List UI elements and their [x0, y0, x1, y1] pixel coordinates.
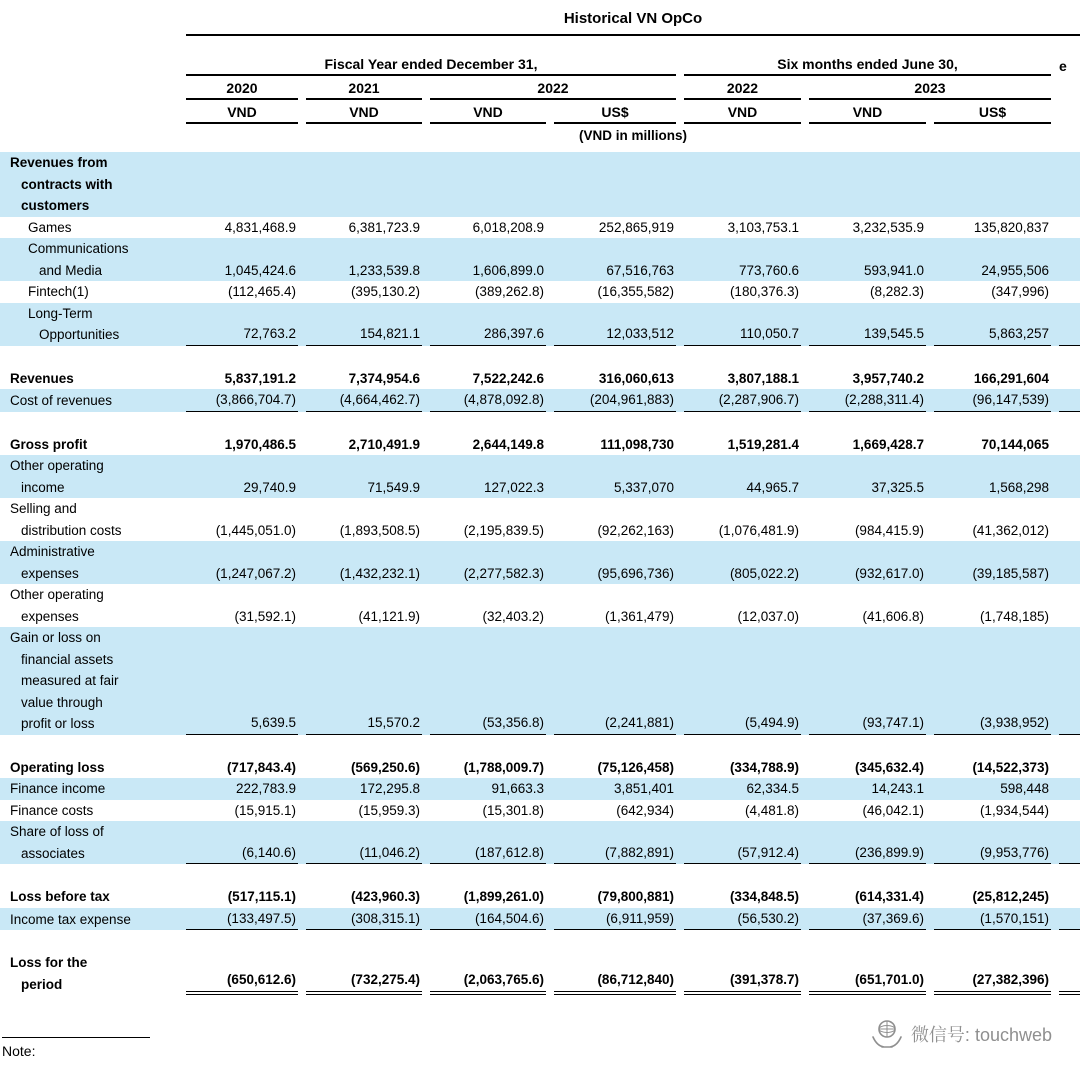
spacer-row: [0, 412, 1080, 434]
value-cell: 4,831,468.9: [224, 219, 296, 235]
value-cell: (334,788.9): [729, 759, 799, 775]
spacer-row: [0, 930, 1080, 952]
truncated-column-cell: [1059, 434, 1080, 456]
value-cell: (1,445,051.0): [215, 522, 296, 538]
table-row: [0, 152, 1080, 217]
row-label: Loss for the period: [10, 955, 88, 992]
year-header-2021: 2021: [306, 80, 422, 100]
row-label: Administrative expenses: [10, 544, 95, 581]
value-cell: (391,378.7): [684, 969, 801, 996]
value-cell: 222,783.9: [235, 781, 296, 796]
value-cell: 252,865,919: [598, 219, 674, 235]
value-cell: (46,042.1): [862, 802, 924, 818]
value-cell: 3,103,753.1: [727, 219, 799, 235]
truncated-column-cell: [1059, 368, 1080, 390]
value-cell: (164,504.6): [430, 908, 546, 931]
note-divider: [2, 1037, 150, 1038]
truncated-column-cell: [1059, 757, 1080, 779]
value-cell: 24,955,506: [981, 262, 1049, 278]
table-row: [0, 434, 1080, 456]
financial-table: [0, 10, 1080, 1059]
value-cell: 5,337,070: [613, 479, 674, 495]
year-headers-row: [0, 80, 1080, 100]
truncated-column-cell: [1059, 217, 1080, 239]
table-row: [0, 455, 1080, 498]
currency-headers-row: [0, 104, 1080, 124]
value-cell: 91,663.3: [491, 781, 544, 796]
truncated-column-cell: [1059, 238, 1080, 281]
value-cell: (112,465.4): [227, 284, 296, 299]
row-label: Operating loss: [10, 759, 105, 775]
value-cell: 62,334.5: [746, 781, 799, 796]
table-body: [0, 152, 1080, 995]
value-cell: 3,851,401: [613, 781, 674, 796]
year-header-2022-six-months: 2022: [684, 80, 801, 100]
value-cell: (1,748,185): [979, 608, 1049, 624]
currency-header: VND: [809, 104, 926, 124]
value-cell: 172,295.8: [359, 781, 420, 796]
table-row: [0, 886, 1080, 908]
table-row: [0, 627, 1080, 735]
row-label: Long-Term Opportunities: [28, 305, 120, 342]
table-row: [0, 952, 1080, 995]
value-cell: (25,812,245): [972, 889, 1049, 904]
value-cell: (1,570,151): [934, 908, 1051, 931]
value-cell: (2,241,881): [554, 712, 676, 735]
value-cell: (1,361,479): [604, 608, 674, 624]
value-cell: 7,522,242.6: [472, 370, 544, 386]
truncated-column-cell: [1059, 152, 1080, 217]
table-row: [0, 584, 1080, 627]
value-cell: (41,606.8): [862, 608, 924, 624]
table-row: [0, 368, 1080, 390]
value-cell: 593,941.0: [863, 262, 924, 278]
value-cell: (93,747.1): [809, 712, 926, 735]
table-row: [0, 303, 1080, 346]
value-cell: (15,915.1): [234, 802, 296, 818]
value-cell: (41,121.9): [358, 608, 420, 624]
value-cell: (1,432,232.1): [339, 565, 420, 581]
truncated-column-cell: [1059, 800, 1080, 822]
value-cell: 166,291,604: [973, 370, 1049, 386]
value-cell: (5,494.9): [684, 712, 801, 735]
value-cell: (27,382,396): [934, 969, 1051, 996]
value-cell: (32,403.2): [482, 608, 544, 624]
value-cell: 2,644,149.8: [472, 436, 544, 452]
value-cell: (6,140.6): [186, 842, 298, 865]
value-cell: 14,243.1: [871, 781, 924, 796]
value-cell: 110,050.7: [684, 323, 801, 346]
value-cell: (79,800,881): [597, 889, 674, 904]
value-cell: (37,369.6): [809, 908, 926, 931]
row-label: Cost of revenues: [10, 393, 113, 408]
value-cell: (41,362,012): [972, 522, 1049, 538]
value-cell: (16,355,582): [597, 284, 674, 299]
value-cell: (6,911,959): [554, 908, 676, 931]
truncated-column-cell: [1059, 584, 1080, 627]
value-cell: (14,522,373): [972, 759, 1049, 775]
value-cell: 6,381,723.9: [348, 219, 420, 235]
value-cell: 3,232,535.9: [852, 219, 924, 235]
row-label: Fintech(1): [28, 284, 89, 299]
value-cell: (517,115.1): [227, 889, 296, 904]
value-cell: 111,098,730: [600, 436, 674, 452]
row-label: Other operating income: [10, 458, 104, 495]
value-cell: (389,262.8): [474, 284, 544, 299]
currency-header: VND: [186, 104, 298, 124]
value-cell: (15,959.3): [358, 802, 420, 818]
truncated-column-cell: [1059, 908, 1080, 931]
value-cell: (133,497.5): [186, 908, 298, 931]
value-cell: (650,612.6): [186, 969, 298, 996]
currency-header: VND: [684, 104, 801, 124]
value-cell: 5,863,257: [934, 323, 1051, 346]
financial-statement-page: [0, 10, 1080, 1074]
truncated-column-cell: [1059, 886, 1080, 908]
value-cell: (569,250.6): [350, 759, 420, 775]
value-cell: 1,519,281.4: [727, 436, 799, 452]
value-cell: (1,247,067.2): [215, 565, 296, 581]
row-label: Finance income: [10, 781, 106, 796]
table-row: [0, 908, 1080, 931]
value-cell: (86,712,840): [554, 969, 676, 996]
value-cell: 5,837,191.2: [224, 370, 296, 386]
value-cell: 12,033,512: [554, 323, 676, 346]
value-cell: (236,899.9): [809, 842, 926, 865]
value-cell: (1,076,481.9): [718, 522, 799, 538]
value-cell: (651,701.0): [809, 969, 926, 996]
value-cell: (308,315.1): [306, 908, 422, 931]
table-row: [0, 238, 1080, 281]
fiscal-year-group-header: Fiscal Year ended December 31,: [186, 56, 676, 76]
truncated-group-header: e: [1059, 58, 1067, 74]
value-cell: (2,277,582.3): [463, 565, 544, 581]
value-cell: (180,376.3): [729, 284, 799, 299]
row-label: Other operating expenses: [10, 587, 104, 624]
row-label: Share of loss of associates: [10, 824, 104, 861]
row-label: Communications and Media: [28, 241, 129, 278]
table-title: Historical VN OpCo: [186, 10, 1080, 36]
value-cell: (56,530.2): [684, 908, 801, 931]
hands-globe-icon: [870, 1018, 904, 1050]
row-label: Income tax expense: [10, 911, 131, 927]
value-cell: (15,301.8): [482, 802, 544, 818]
value-cell: (2,195,839.5): [463, 522, 544, 538]
value-cell: (932,617.0): [854, 565, 924, 581]
units-note-row: [0, 126, 1080, 146]
table-row: [0, 498, 1080, 541]
value-cell: (39,185,587): [972, 565, 1049, 581]
value-cell: (95,696,736): [597, 565, 674, 581]
spacer-row: [0, 735, 1080, 757]
value-cell: (187,612.8): [430, 842, 546, 865]
table-row: [0, 757, 1080, 779]
column-groups-row: [0, 56, 1080, 76]
title-row: [0, 10, 1080, 36]
truncated-column-cell: [1059, 778, 1080, 800]
value-cell: 7,374,954.6: [348, 370, 420, 386]
table-row: [0, 800, 1080, 822]
spacer-row: [0, 346, 1080, 368]
value-cell: 1,606,899.0: [472, 262, 544, 278]
value-cell: (3,866,704.7): [186, 389, 298, 412]
value-cell: 1,233,539.8: [348, 262, 420, 278]
value-cell: 154,821.1: [306, 323, 422, 346]
truncated-column-cell: [1059, 821, 1080, 864]
value-cell: (423,960.3): [350, 889, 420, 904]
value-cell: 127,022.3: [483, 479, 544, 495]
value-cell: 1,568,298: [988, 479, 1049, 495]
row-label: Revenues: [10, 370, 74, 386]
value-cell: (642,934): [616, 802, 674, 818]
watermark-text: 微信号: touchweb: [910, 1025, 1052, 1045]
value-cell: 286,397.6: [430, 323, 546, 346]
currency-header: VND: [306, 104, 422, 124]
table-row: [0, 389, 1080, 412]
value-cell: 773,760.6: [738, 262, 799, 278]
value-cell: (7,882,891): [554, 842, 676, 865]
value-cell: (984,415.9): [854, 522, 924, 538]
value-cell: (395,130.2): [350, 284, 420, 299]
table-row: [0, 778, 1080, 800]
table-row: [0, 217, 1080, 239]
value-cell: 15,570.2: [306, 712, 422, 735]
row-label: Gain or loss on financial assets measured at fair value through profit or loss: [10, 630, 119, 731]
truncated-column-cell: [1059, 541, 1080, 584]
value-cell: (4,481.8): [744, 802, 799, 818]
row-label: Loss before tax: [10, 889, 110, 904]
truncated-column-cell: [1059, 455, 1080, 498]
value-cell: 71,549.9: [367, 479, 420, 495]
value-cell: 2,710,491.9: [348, 436, 420, 452]
value-cell: 316,060,613: [598, 370, 674, 386]
value-cell: (805,022.2): [729, 565, 799, 581]
value-cell: (732,275.4): [306, 969, 422, 996]
value-cell: 72,763.2: [186, 323, 298, 346]
value-cell: 67,516,763: [606, 262, 674, 278]
value-cell: (347,996): [991, 284, 1049, 299]
six-months-group-header: Six months ended June 30,: [684, 56, 1051, 76]
units-note: (VND in millions): [579, 128, 687, 143]
truncated-column-cell: [1059, 952, 1080, 995]
watermark: [870, 1018, 1052, 1050]
truncated-column-cell: [1059, 389, 1080, 412]
spacer-row: [0, 864, 1080, 886]
truncated-column-cell: [1059, 281, 1080, 303]
value-cell: 598,448: [1000, 781, 1049, 796]
currency-header: US$: [934, 104, 1051, 124]
value-cell: (2,288,311.4): [809, 389, 926, 412]
value-cell: (717,843.4): [226, 759, 296, 775]
year-header-2020: 2020: [186, 80, 298, 100]
value-cell: (2,287,906.7): [684, 389, 801, 412]
currency-header: US$: [554, 104, 676, 124]
value-cell: (3,938,952): [934, 712, 1051, 735]
value-cell: 1,970,486.5: [224, 436, 296, 452]
value-cell: (1,788,009.7): [463, 759, 544, 775]
value-cell: 1,669,428.7: [852, 436, 924, 452]
value-cell: (4,664,462.7): [306, 389, 422, 412]
row-label: Revenues from contracts with customers: [10, 155, 113, 213]
value-cell: (53,356.8): [430, 712, 546, 735]
value-cell: (9,953,776): [934, 842, 1051, 865]
value-cell: 37,325.5: [871, 479, 924, 495]
truncated-column-cell: [1059, 303, 1080, 346]
year-header-2023: 2023: [809, 80, 1051, 100]
value-cell: 29,740.9: [243, 479, 296, 495]
value-cell: 44,965.7: [746, 479, 799, 495]
value-cell: (345,632.4): [854, 759, 924, 775]
value-cell: (4,878,092.8): [430, 389, 546, 412]
value-cell: (31,592.1): [234, 608, 296, 624]
value-cell: (12,037.0): [737, 608, 799, 624]
row-label: Games: [28, 219, 72, 235]
value-cell: (96,147,539): [934, 389, 1051, 412]
value-cell: (92,262,163): [597, 522, 674, 538]
value-cell: 6,018,208.9: [472, 219, 544, 235]
value-cell: (57,912.4): [684, 842, 801, 865]
value-cell: (1,899,261.0): [463, 889, 544, 904]
table-row: [0, 821, 1080, 864]
value-cell: 70,144,065: [981, 436, 1049, 452]
value-cell: 139,545.5: [809, 323, 926, 346]
value-cell: (75,126,458): [597, 759, 674, 775]
currency-header: VND: [430, 104, 546, 124]
value-cell: (1,934,544): [979, 802, 1049, 818]
truncated-column-cell: [1059, 627, 1080, 735]
value-cell: (11,046.2): [306, 842, 422, 865]
row-label: Finance costs: [10, 802, 94, 818]
table-row: [0, 541, 1080, 584]
value-cell: 3,957,740.2: [852, 370, 924, 386]
value-cell: 1,045,424.6: [224, 262, 296, 278]
value-cell: (2,063,765.6): [430, 969, 546, 996]
value-cell: 135,820,837: [973, 219, 1049, 235]
value-cell: (614,331.4): [854, 889, 924, 904]
value-cell: (204,961,883): [554, 389, 676, 412]
row-label: Gross profit: [10, 436, 88, 452]
table-row: [0, 281, 1080, 303]
note-label: Note:: [2, 1043, 36, 1059]
value-cell: (1,893,508.5): [339, 522, 420, 538]
truncated-column-cell: [1059, 498, 1080, 541]
year-header-2022-fiscal: 2022: [430, 80, 676, 100]
row-label: Selling and distribution costs: [10, 501, 122, 538]
value-cell: 5,639.5: [186, 712, 298, 735]
value-cell: 3,807,188.1: [727, 370, 799, 386]
value-cell: (8,282.3): [869, 284, 924, 299]
value-cell: (334,848.5): [729, 889, 799, 904]
